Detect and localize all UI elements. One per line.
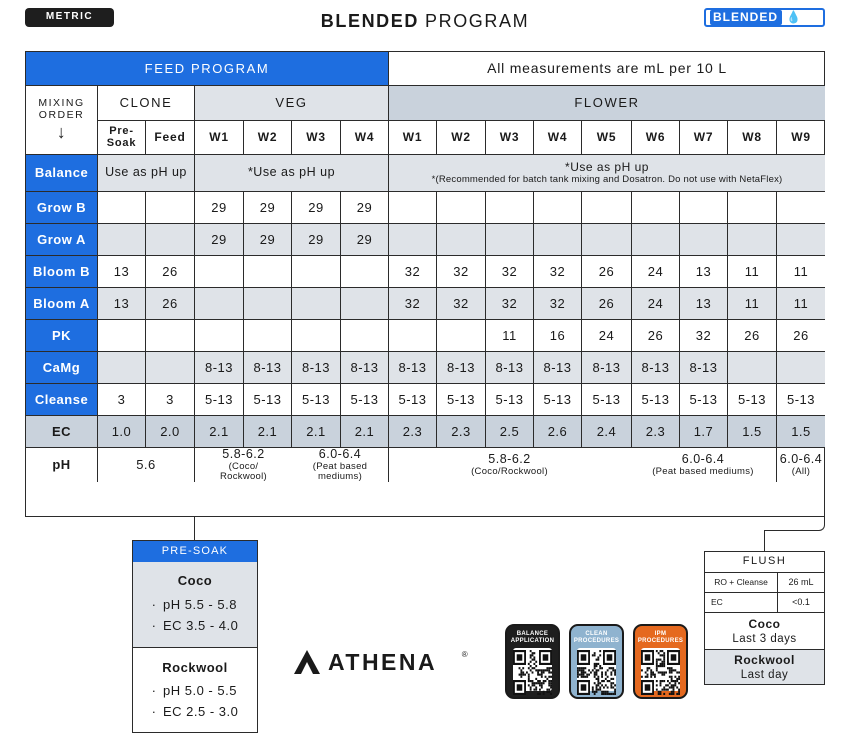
presoak-panel [132, 540, 258, 733]
presoak-rockwool-ec: EC 2.5 - 3.0 [163, 704, 239, 720]
column-header: W3 [292, 121, 341, 155]
table-value-cell [389, 224, 437, 256]
table-value-cell [486, 192, 534, 224]
ec-value-cell: 1.7 [680, 416, 728, 448]
measurement-note: All measurements are mL per 10 L [389, 52, 825, 86]
table-value-cell [98, 320, 146, 352]
column-header: W6 [632, 121, 680, 155]
table-value-cell: 32 [389, 288, 437, 320]
table-value-cell: 13 [98, 256, 146, 288]
brand-label: BLENDED [710, 10, 782, 25]
table-value-cell [437, 192, 486, 224]
table-value-cell [98, 192, 146, 224]
ph-w9 [777, 448, 825, 482]
table-value-cell [777, 352, 825, 384]
bullet-icon: · [151, 618, 157, 634]
column-header: W7 [680, 121, 728, 155]
presoak-coco-ph: pH 5.5 - 5.8 [163, 597, 237, 613]
ec-value-cell: 2.3 [437, 416, 486, 448]
ph-veg-peat-value: 6.0-6.4 [318, 447, 362, 462]
mixing-order-header [26, 86, 98, 155]
flush-row-value: <0.1 [778, 593, 824, 613]
table-value-cell [632, 224, 680, 256]
table-value-cell [341, 256, 389, 288]
arrow-down-icon: ↓ [56, 122, 67, 143]
table-value-cell: 5-13 [437, 384, 486, 416]
table-value-cell [680, 224, 728, 256]
table-value-cell: 5-13 [777, 384, 825, 416]
table-value-cell: 26 [146, 288, 195, 320]
table-value-cell: 32 [486, 256, 534, 288]
table-value-cell [146, 192, 195, 224]
table-value-cell: 3 [98, 384, 146, 416]
athena-logo [292, 646, 472, 678]
balance-flower-note: *(Recommended for batch tank mixing and Dosatron. Do not use with NetaFlex) [431, 173, 783, 185]
presoak-coco [133, 562, 257, 648]
feed-table [25, 51, 825, 517]
ph-veg-peat [292, 448, 389, 482]
table-value-cell: 13 [680, 288, 728, 320]
page-title [250, 8, 600, 34]
ph-flower-coco-note: (Coco/Rockwool) [471, 465, 548, 477]
table-value-cell [728, 224, 777, 256]
table-value-cell: 24 [582, 320, 632, 352]
table-value-cell: 5-13 [534, 384, 582, 416]
qr-card[interactable] [569, 624, 624, 699]
ph-veg-coco-note: (Coco/ Rockwool) [219, 460, 268, 482]
table-value-cell: 26 [582, 256, 632, 288]
table-value-cell [632, 192, 680, 224]
ec-value-cell: 2.3 [632, 416, 680, 448]
table-value-cell [534, 192, 582, 224]
presoak-title: PRE-SOAK [133, 541, 257, 562]
table-value-cell [244, 256, 292, 288]
qr-card[interactable] [505, 624, 560, 699]
title-rest: PROGRAM [424, 10, 530, 31]
table-value-cell: 8-13 [680, 352, 728, 384]
table-value-cell: 29 [244, 192, 292, 224]
table-value-cell: 8-13 [292, 352, 341, 384]
ph-flower-peat-value: 6.0-6.4 [681, 452, 725, 467]
flush-row-value: 26 mL [778, 573, 824, 593]
table-value-cell [98, 352, 146, 384]
table-value-cell: 11 [777, 256, 825, 288]
flush-rockwool [705, 650, 824, 684]
table-value-cell: 5-13 [292, 384, 341, 416]
table-value-cell: 8-13 [582, 352, 632, 384]
table-value-cell [341, 320, 389, 352]
balance-flower-main: *Use as pH up [565, 160, 649, 175]
feed-program-header: FEED PROGRAM [26, 52, 389, 86]
column-header: W4 [341, 121, 389, 155]
qr-code-icon [641, 648, 680, 691]
column-header: W5 [582, 121, 632, 155]
row-label: Grow B [26, 192, 98, 224]
table-value-cell: 32 [486, 288, 534, 320]
presoak-connector [194, 517, 195, 540]
flush-coco-title: Coco [748, 617, 781, 632]
table-value-cell [195, 256, 244, 288]
table-value-cell [292, 288, 341, 320]
table-value-cell: 29 [195, 224, 244, 256]
table-value-cell [437, 320, 486, 352]
table-value-cell: 8-13 [195, 352, 244, 384]
table-value-cell: 32 [389, 256, 437, 288]
ph-veg-coco [195, 448, 292, 482]
column-header: W2 [437, 121, 486, 155]
flush-connector [764, 517, 825, 531]
table-value-cell: 3 [146, 384, 195, 416]
column-header: Feed [146, 121, 195, 155]
table-value-cell: 5-13 [341, 384, 389, 416]
column-header: W8 [728, 121, 777, 155]
table-value-cell: 8-13 [632, 352, 680, 384]
table-value-cell: 32 [534, 256, 582, 288]
ec-value-cell: 2.1 [292, 416, 341, 448]
table-value-cell: 26 [582, 288, 632, 320]
table-value-cell [728, 192, 777, 224]
balance-clone: Use as pH up [98, 155, 195, 192]
balance-veg: *Use as pH up [195, 155, 389, 192]
table-value-cell: 8-13 [389, 352, 437, 384]
table-value-cell [195, 288, 244, 320]
athena-flame-icon [292, 648, 322, 676]
bullet-icon: · [151, 597, 157, 613]
flush-row-label: RO + Cleanse [705, 573, 778, 593]
ec-value-cell: 2.1 [341, 416, 389, 448]
table-value-cell: 8-13 [534, 352, 582, 384]
row-label: Grow A [26, 224, 98, 256]
table-value-cell [244, 288, 292, 320]
table-value-cell: 29 [341, 192, 389, 224]
bullet-icon: · [151, 704, 157, 720]
flush-row-label: EC [705, 593, 778, 613]
column-header: W4 [534, 121, 582, 155]
qr-card-label: BALANCE APPLICATION [510, 631, 555, 644]
table-value-cell [292, 320, 341, 352]
table-value-cell: 29 [292, 192, 341, 224]
column-header: W3 [486, 121, 534, 155]
registered-mark: ® [461, 649, 469, 659]
flush-coco-detail: Last 3 days [732, 633, 797, 646]
table-value-cell [195, 320, 244, 352]
phase-clone: CLONE [98, 86, 195, 121]
title-bold: BLENDED [320, 10, 419, 31]
qr-code-icon [513, 648, 552, 691]
qr-card-label: IPM PROCEDURES [637, 631, 684, 644]
table-value-cell [777, 192, 825, 224]
table-value-cell [98, 224, 146, 256]
ec-value-cell: 2.1 [195, 416, 244, 448]
row-label: PK [26, 320, 98, 352]
column-header: W9 [777, 121, 825, 155]
table-value-cell [437, 224, 486, 256]
ph-veg-peat-note: (Peat based mediums) [312, 460, 368, 482]
table-value-cell: 5-13 [244, 384, 292, 416]
table-value-cell [389, 192, 437, 224]
row-label: CaMg [26, 352, 98, 384]
table-value-cell: 5-13 [632, 384, 680, 416]
flush-connector-drop [764, 530, 765, 551]
table-value-cell: 8-13 [486, 352, 534, 384]
table-value-cell [680, 192, 728, 224]
table-value-cell: 26 [728, 320, 777, 352]
table-value-cell: 8-13 [341, 352, 389, 384]
row-label-ph: pH [26, 448, 98, 482]
table-value-cell [146, 224, 195, 256]
row-label-balance: Balance [26, 155, 98, 192]
ph-flower-coco [389, 448, 630, 482]
table-value-cell: 5-13 [389, 384, 437, 416]
ec-value-cell: 2.3 [389, 416, 437, 448]
balance-flower [389, 155, 825, 192]
mixing-order-label: MIXING ORDER [38, 97, 85, 121]
table-value-cell [777, 224, 825, 256]
ec-value-cell: 2.4 [582, 416, 632, 448]
table-value-cell: 24 [632, 288, 680, 320]
table-value-cell [292, 256, 341, 288]
table-value-cell: 32 [534, 288, 582, 320]
table-value-cell: 5-13 [582, 384, 632, 416]
table-value-cell [728, 352, 777, 384]
ec-value-cell: 1.0 [98, 416, 146, 448]
table-value-cell: 32 [680, 320, 728, 352]
qr-code-icon [577, 648, 616, 691]
presoak-rockwool-title: Rockwool [162, 660, 228, 676]
table-value-cell: 32 [437, 288, 486, 320]
table-value-cell [146, 352, 195, 384]
table-value-cell: 13 [680, 256, 728, 288]
phase-veg: VEG [195, 86, 389, 121]
qr-card[interactable] [633, 624, 688, 699]
flush-coco [705, 613, 824, 650]
ph-flower-peat-note: (Peat based mediums) [652, 465, 754, 477]
ph-veg-coco-value: 5.8-6.2 [222, 447, 265, 462]
presoak-coco-title: Coco [177, 573, 213, 589]
blended-brand-badge [704, 8, 825, 27]
table-value-cell [534, 224, 582, 256]
phase-flower: FLOWER [389, 86, 825, 121]
ec-value-cell: 2.6 [534, 416, 582, 448]
ec-value-cell: 2.0 [146, 416, 195, 448]
bullet-icon: · [151, 683, 157, 699]
presoak-coco-ec: EC 3.5 - 4.0 [163, 618, 239, 634]
table-value-cell: 29 [244, 224, 292, 256]
table-value-cell: 29 [341, 224, 389, 256]
flush-rockwool-detail: Last day [740, 669, 789, 682]
table-value-cell: 26 [146, 256, 195, 288]
table-value-cell [146, 320, 195, 352]
flush-title: FLUSH [705, 552, 824, 573]
column-header: Pre- Soak [98, 121, 146, 155]
ph-clone: 5.6 [98, 448, 195, 482]
flush-rockwool-title: Rockwool [734, 653, 795, 668]
water-drop-icon: 💧 [786, 10, 802, 25]
table-value-cell [582, 224, 632, 256]
metric-badge: METRIC [25, 8, 114, 27]
table-value-cell: 11 [728, 256, 777, 288]
table-value-cell [341, 288, 389, 320]
table-value-cell: 11 [777, 288, 825, 320]
table-value-cell: 5-13 [195, 384, 244, 416]
ph-flower-coco-value: 5.8-6.2 [488, 452, 531, 467]
ph-flower-peat [630, 448, 777, 482]
table-value-cell: 26 [777, 320, 825, 352]
table-value-cell [486, 224, 534, 256]
table-value-cell [389, 320, 437, 352]
ec-value-cell: 1.5 [777, 416, 825, 448]
ph-w9-note: (All) [791, 465, 811, 477]
flush-panel [704, 551, 825, 685]
table-value-cell: 26 [632, 320, 680, 352]
table-value-cell [244, 320, 292, 352]
ec-value-cell: 2.5 [486, 416, 534, 448]
table-value-cell: 29 [292, 224, 341, 256]
column-header: W1 [195, 121, 244, 155]
table-value-cell: 29 [195, 192, 244, 224]
table-value-cell: 11 [486, 320, 534, 352]
table-value-cell [582, 192, 632, 224]
table-value-cell: 8-13 [244, 352, 292, 384]
row-label: Cleanse [26, 384, 98, 416]
qr-card-label: CLEAN PROCEDURES [573, 631, 620, 644]
ph-w9-value: 6.0-6.4 [779, 452, 823, 467]
table-value-cell: 11 [728, 288, 777, 320]
column-header: W2 [244, 121, 292, 155]
ec-value-cell: 2.1 [244, 416, 292, 448]
ec-value-cell: 1.5 [728, 416, 777, 448]
presoak-rockwool-ph: pH 5.0 - 5.5 [163, 683, 237, 699]
table-value-cell: 5-13 [680, 384, 728, 416]
athena-wordmark: ATHENA [328, 648, 438, 675]
table-value-cell: 13 [98, 288, 146, 320]
table-value-cell: 24 [632, 256, 680, 288]
table-value-cell: 8-13 [437, 352, 486, 384]
table-value-cell: 5-13 [486, 384, 534, 416]
row-label: Bloom B [26, 256, 98, 288]
column-header: W1 [389, 121, 437, 155]
table-value-cell: 5-13 [728, 384, 777, 416]
row-label: Bloom A [26, 288, 98, 320]
row-label-ec: EC [26, 416, 98, 448]
table-value-cell: 32 [437, 256, 486, 288]
presoak-rockwool [133, 649, 257, 732]
table-value-cell: 16 [534, 320, 582, 352]
